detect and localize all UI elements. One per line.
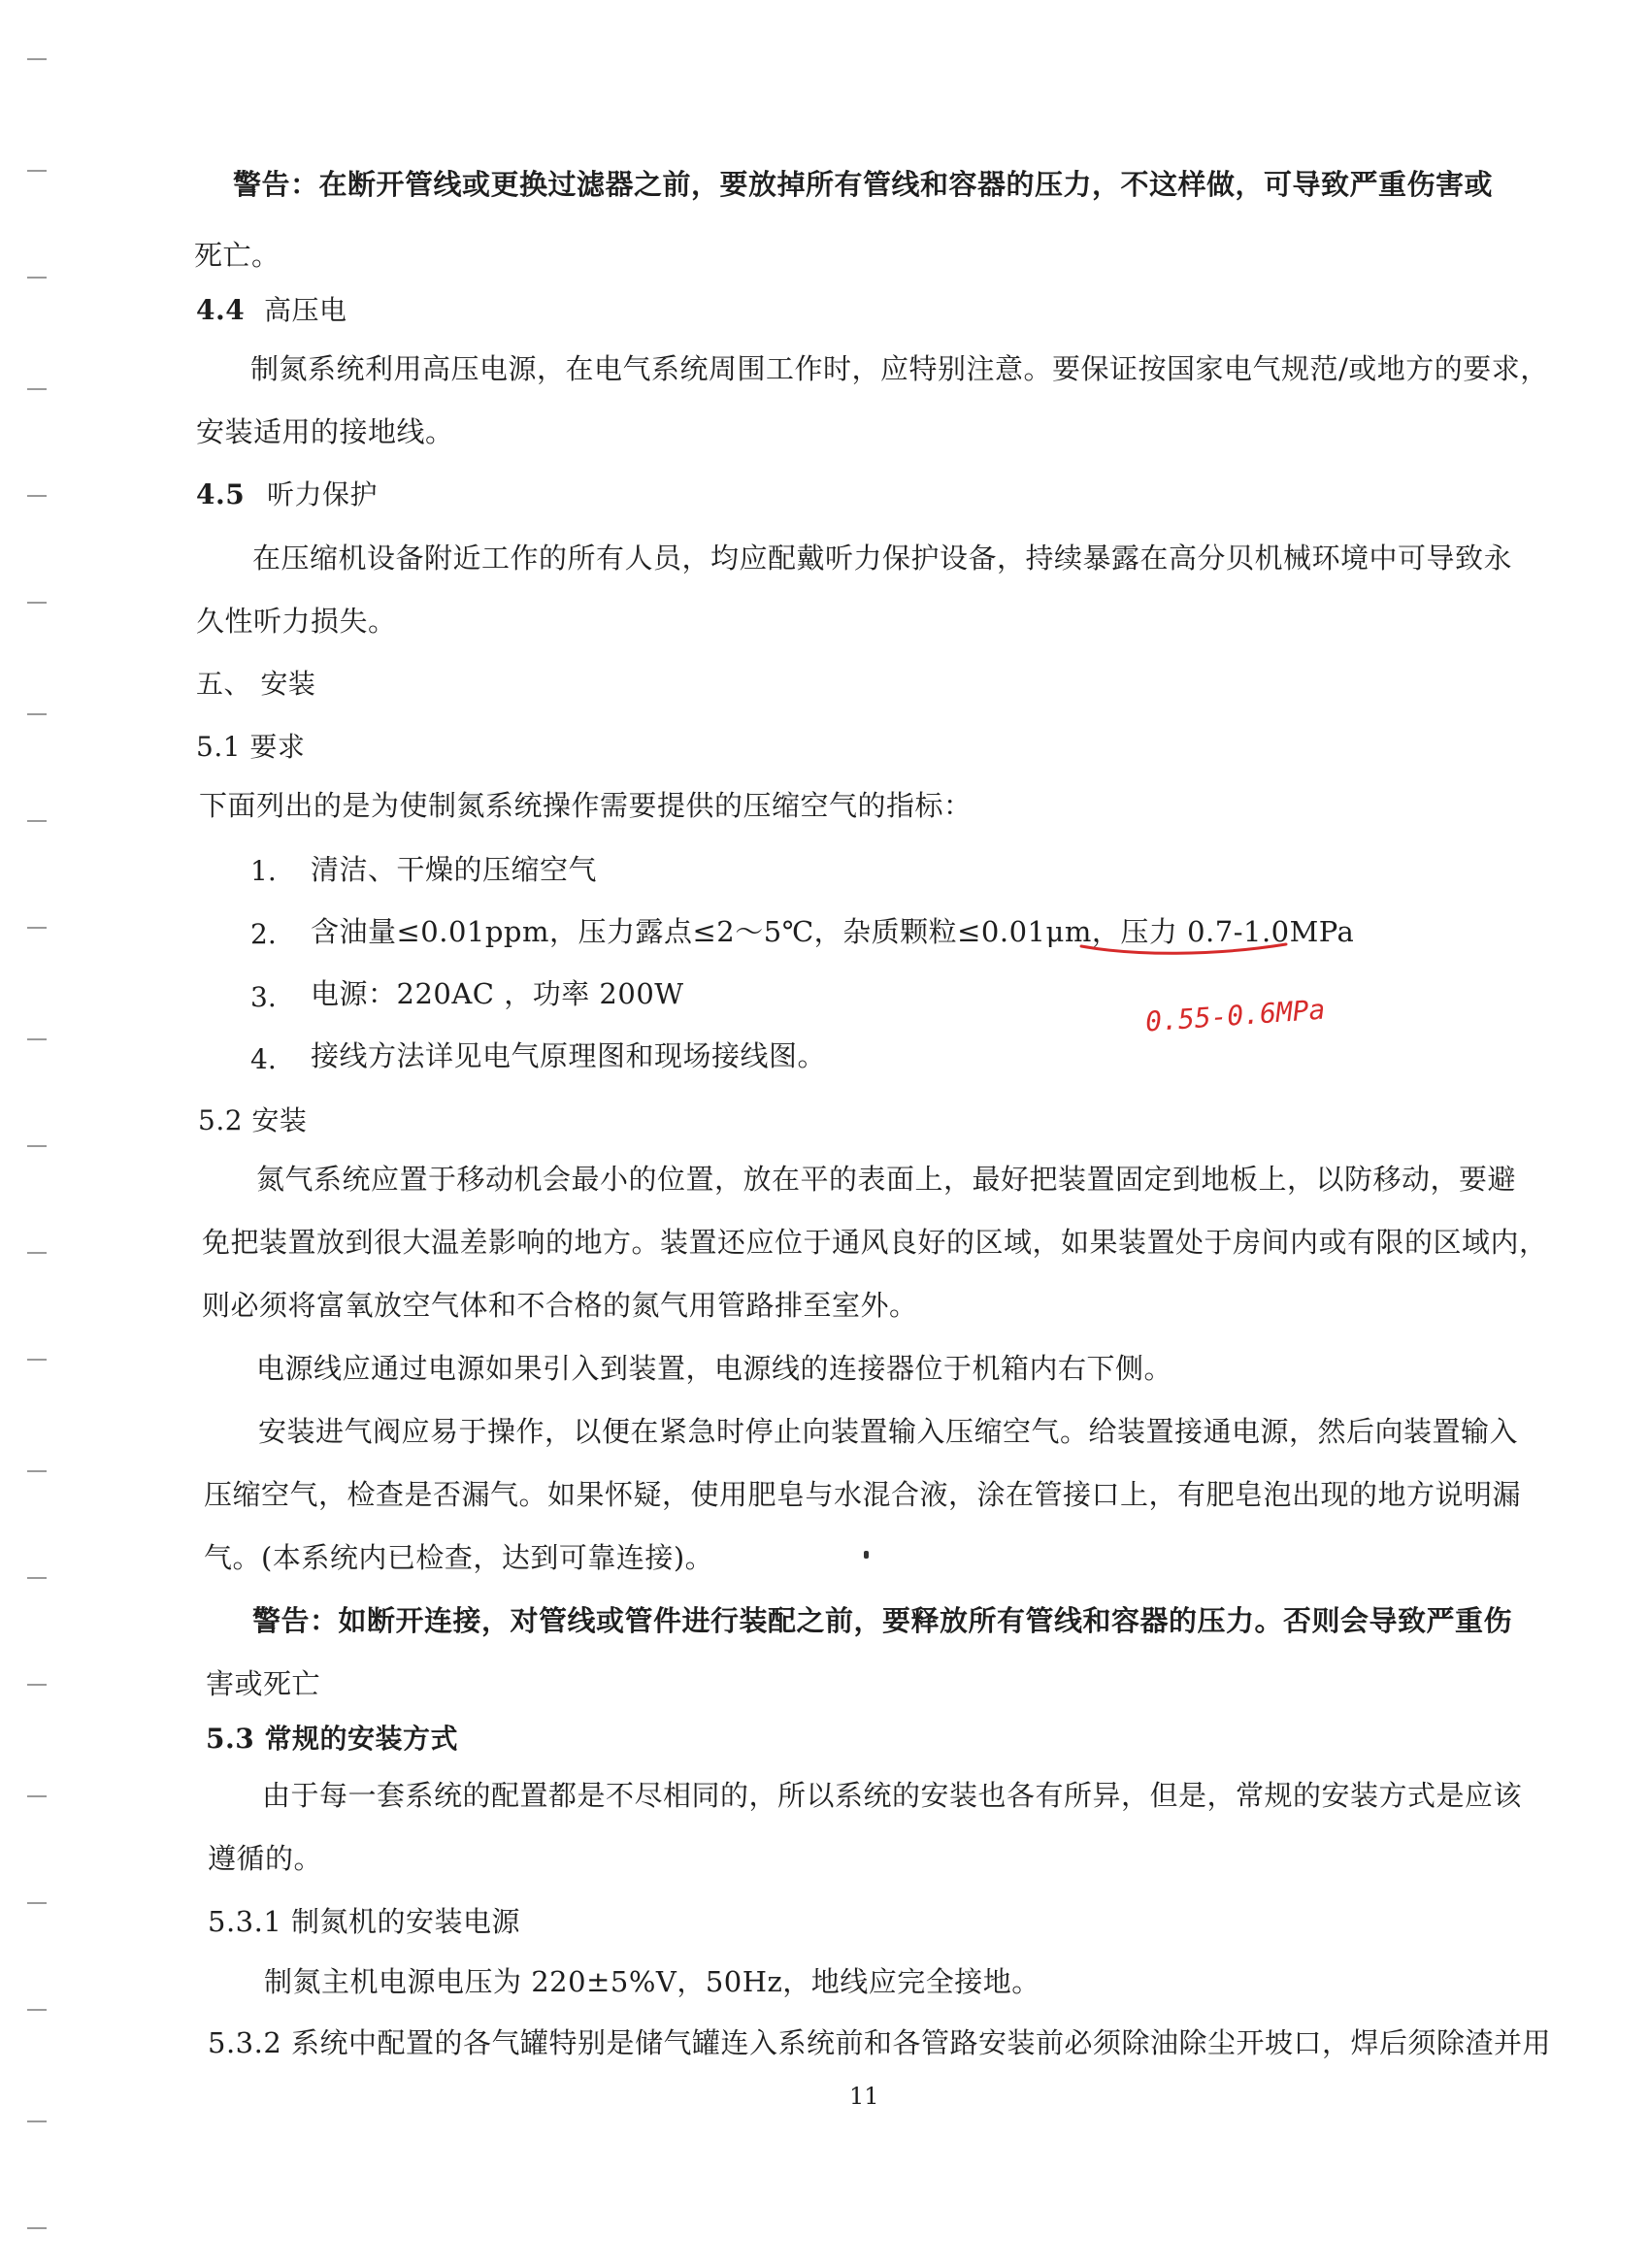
section-5-2-p2-line-1: 电源线应通过电源如果引入到装置，电源线的连接器位于机箱内右下侧。	[256, 1352, 1173, 1385]
list-item-text: 电源：220AC ，功率 200W	[311, 977, 684, 1010]
list-item-number: 2.	[250, 918, 277, 950]
list-item-number: 4.	[250, 1043, 277, 1075]
chapter-5-title: 五、 安装	[196, 668, 316, 700]
section-5-2-p3-line-2: 压缩空气，检查是否漏气。如果怀疑，使用肥皂与水混合液，涂在管接口上，有肥皂泡出现的地方说明漏	[204, 1478, 1522, 1511]
section-5-3-p1-line-1: 由于每一套系统的配置都是不尽相同的，所以系统的安装也各有所异，但是，常规的安装方式是应该	[262, 1779, 1523, 1812]
section-4-4-para-line-2: 安装适用的接地线。	[196, 415, 454, 448]
section-4-4-title: 高压电	[264, 294, 347, 326]
handwritten-underline	[1077, 937, 1291, 962]
section-5-3-2-line: 5.3.2 系统中配置的各气罐特别是储气罐连入系统前和各管路安装前必须除油除尘开坡口，焊后须除渣并用	[208, 2026, 1552, 2059]
section-5-2-p3-line-3: 气。(本系统内已检查，达到可靠连接)。	[204, 1541, 714, 1574]
list-item-text: 接线方法详见电气原理图和现场接线图。	[311, 1039, 827, 1072]
section-4-5-number: 4.5	[196, 478, 246, 510]
section-5-2-title: 5.2 安装	[198, 1104, 308, 1136]
warning-1-line-2: 死亡。	[194, 239, 280, 272]
list-item-text: 含油量≤0.01ppm，压力露点≤2～5℃，杂质颗粒≤0.01μm，压力 0.7-1.0MPa	[311, 915, 1355, 948]
section-4-5-para-line-1: 在压缩机设备附近工作的所有人员，均应配戴听力保护设备，持续暴露在高分贝机械环境中可导致永	[252, 542, 1513, 575]
list-item-number: 1.	[250, 855, 277, 887]
list-item-number: 3.	[250, 981, 277, 1013]
section-4-4-number: 4.4	[196, 294, 246, 326]
list-item-text: 清洁、干燥的压缩空气	[311, 853, 598, 886]
section-4-5-para-line-2: 久性听力损失。	[196, 605, 397, 638]
section-5-2-p1-line-2: 免把装置放到很大温差影响的地方。装置还应位于通风良好的区域，如果装置处于房间内或有限的区域内，	[202, 1226, 1548, 1259]
section-5-2-warning-line-2: 害或死亡	[206, 1667, 321, 1700]
warning-1-line-1: 警告：在断开管线或更换过滤器之前，要放掉所有管线和容器的压力，不这样做，可导致严重伤害或	[233, 168, 1494, 201]
section-5-2-p3-line-1: 安装进气阀应易于操作，以便在紧急时停止向装置输入压缩空气。给装置接通电源，然后向装置输入	[258, 1415, 1519, 1448]
page-number: 11	[849, 2083, 879, 2110]
section-5-2-p1-line-1: 氮气系统应置于移动机会最小的位置，放在平的表面上，最好把装置固定到地板上，以防移动，要避	[256, 1163, 1517, 1196]
section-4-4-para-line-1: 制氮系统利用高压电源，在电气系统周围工作时，应特别注意。要保证按国家电气规范/或地方的要求，	[250, 352, 1549, 385]
section-4-5-title: 听力保护	[267, 478, 379, 510]
section-5-2-p1-line-3: 则必须将富氧放空气体和不合格的氮气用管路排至室外。	[202, 1289, 918, 1322]
section-5-3-1-text: 制氮主机电源电压为 220±5%V，50Hz，地线应完全接地。	[264, 1965, 1040, 1998]
section-5-2-warning-line-1: 警告：如断开连接，对管线或管件进行装配之前，要释放所有管线和容器的压力。否则会导致严重伤	[252, 1604, 1513, 1637]
section-5-1-title: 5.1 要求	[196, 731, 306, 763]
section-5-3-1-title: 5.3.1 制氮机的安装电源	[208, 1905, 521, 1938]
handwritten-note: 0.55-0.6MPa	[1144, 993, 1327, 1038]
section-5-3-title: 5.3 常规的安装方式	[206, 1723, 458, 1755]
binding-edge-marks	[27, 0, 50, 2268]
section-5-1-intro: 下面列出的是为使制氮系统操作需要提供的压缩空气的指标：	[199, 789, 973, 822]
scan-speck	[864, 1551, 869, 1559]
section-5-3-p1-line-2: 遵循的。	[208, 1842, 323, 1875]
